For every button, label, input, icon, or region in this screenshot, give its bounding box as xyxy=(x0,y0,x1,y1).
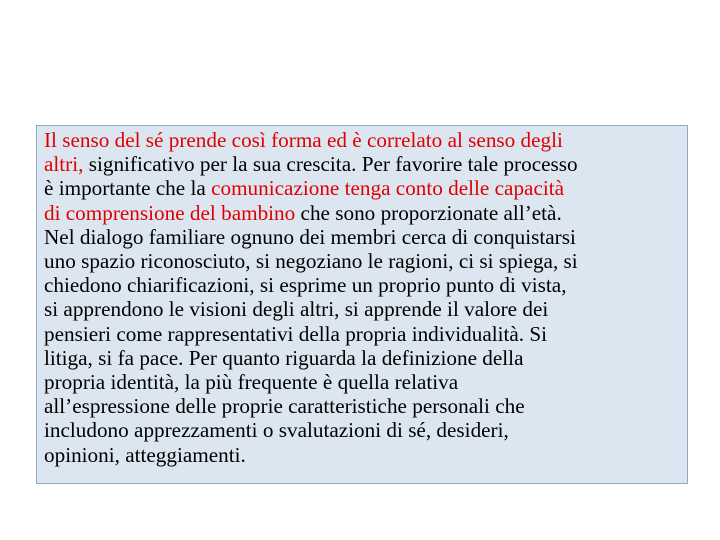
text-line-2 xyxy=(44,152,679,176)
text-line-1 xyxy=(44,128,679,152)
text-line-7: chiedono chiarificazioni, si esprime un proprio punto di vista, xyxy=(44,273,567,298)
text-line-13: includono apprezzamenti o svalutazioni di sé, desideri, xyxy=(44,418,509,443)
text-line-6: uno spazio riconosciuto, si negoziano le ragioni, ci si spiega, si xyxy=(44,249,578,274)
text-line-4 xyxy=(44,201,679,225)
body-text: è importante che la xyxy=(44,176,212,201)
text-line-12: all’espressione delle proprie caratteristiche personali che xyxy=(44,394,525,419)
highlighted-text: comunicazione tenga conto delle capacità xyxy=(211,176,565,201)
text-line-5: Nel dialogo familiare ognuno dei membri cerca di conquistarsi xyxy=(44,224,576,249)
text-line-9: pensieri come rappresentativi della propria individualità. Si xyxy=(44,321,548,346)
text-line-11: propria identità, la più frequente è quella relativa xyxy=(44,370,459,395)
text-line-3 xyxy=(44,176,679,200)
text-box xyxy=(36,125,688,484)
text-line-10: litiga, si fa pace. Per quanto riguarda la definizione della xyxy=(44,345,524,370)
highlighted-text: di comprensione del bambino xyxy=(44,200,296,225)
text-line-14: opinioni, atteggiamenti. xyxy=(44,442,246,467)
body-text: significativo per la sua crescita. Per favorire tale processo xyxy=(83,152,578,177)
highlighted-text: Il senso del sé prende così forma ed è correlato al senso degli xyxy=(44,128,563,152)
text-line-8: si apprendono le visioni degli altri, si apprende il valore dei xyxy=(44,297,549,322)
body-text: che sono proporzionate all’età. xyxy=(295,200,562,225)
highlighted-text: altri, xyxy=(44,152,84,177)
